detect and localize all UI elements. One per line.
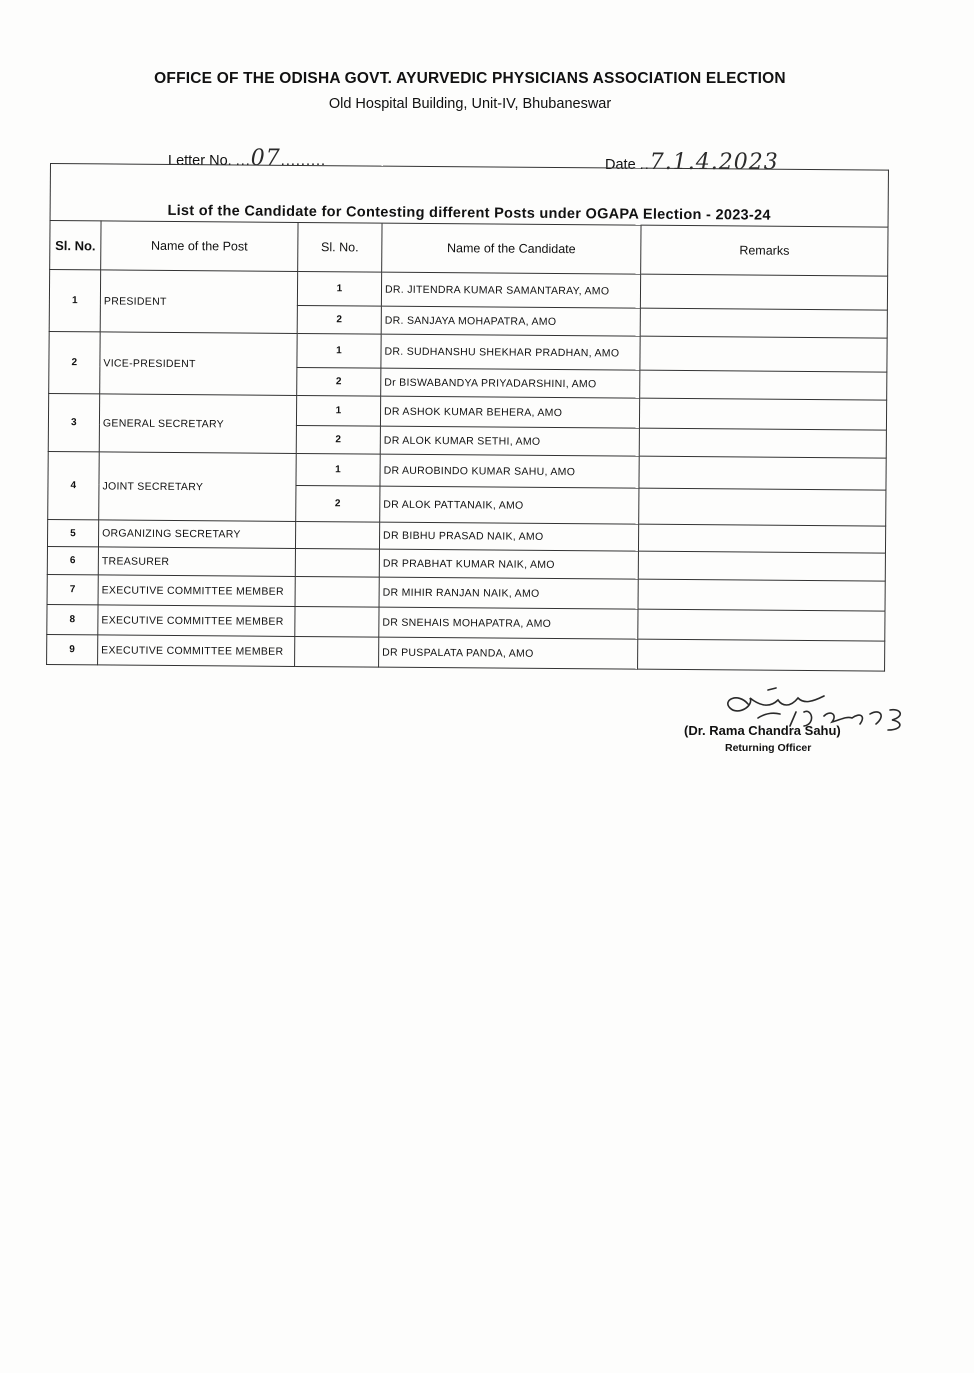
signatory-name: (Dr. Rama Chandra Sahu) bbox=[684, 723, 841, 738]
post-sl-no: 4 bbox=[48, 451, 100, 519]
candidate-sl-no bbox=[295, 636, 379, 667]
candidate-sl-no: 1 bbox=[296, 453, 380, 486]
candidate-name: DR BIBHU PRASAD NAIK, AMO bbox=[379, 522, 638, 551]
candidate-sl-no: 2 bbox=[297, 305, 381, 334]
post-sl-no: 9 bbox=[47, 634, 98, 664]
post-sl-no: 5 bbox=[47, 519, 98, 546]
candidate-name: DR. SUDHANSHU SHEKHAR PRADHAN, AMO bbox=[381, 334, 640, 370]
post-name: JOINT SECRETARY bbox=[99, 452, 297, 522]
remarks-cell bbox=[638, 609, 885, 641]
post-name: ORGANIZING SECRETARY bbox=[98, 520, 295, 549]
candidate-sl-no bbox=[295, 606, 379, 637]
post-sl-no: 3 bbox=[48, 393, 99, 451]
table-header-row bbox=[50, 221, 888, 277]
remarks-cell bbox=[639, 488, 886, 526]
table-caption-row bbox=[50, 164, 888, 228]
table-row bbox=[47, 634, 885, 671]
post-name: EXECUTIVE COMMITTEE MEMBER bbox=[98, 605, 295, 637]
remarks-cell bbox=[638, 639, 885, 671]
post-name: VICE-PRESIDENT bbox=[100, 332, 297, 396]
candidate-sl-no: 1 bbox=[296, 395, 380, 426]
remarks-cell bbox=[639, 398, 886, 430]
candidate-sl-no: 1 bbox=[297, 271, 381, 306]
post-sl-no: 7 bbox=[47, 574, 98, 604]
candidate-name: DR ASHOK KUMAR BEHERA, AMO bbox=[380, 396, 639, 428]
letter-dots: ... bbox=[235, 153, 251, 169]
candidates-table bbox=[46, 163, 889, 672]
table-caption: List of the Candidate for Contesting different Posts under OGAPA Election - 2023-24 bbox=[50, 164, 888, 228]
date-value: 7.1.4.2023 bbox=[649, 150, 779, 175]
remarks-cell bbox=[639, 456, 886, 490]
candidates-table-wrap bbox=[46, 163, 888, 672]
table-row bbox=[49, 270, 887, 311]
remarks-cell bbox=[640, 274, 887, 310]
remarks-cell bbox=[638, 524, 885, 553]
remarks-cell bbox=[640, 308, 887, 338]
candidate-name: DR ALOK PATTANAIK, AMO bbox=[380, 486, 639, 524]
table-row bbox=[48, 451, 886, 490]
candidate-name: DR AUROBINDO KUMAR SAHU, AMO bbox=[380, 454, 639, 488]
post-name: EXECUTIVE COMMITTEE MEMBER bbox=[98, 635, 295, 667]
header-sl-no-2: Sl. No. bbox=[298, 222, 382, 272]
signatory-role: Returning Officer bbox=[725, 742, 812, 754]
remarks-cell bbox=[640, 370, 887, 400]
header-remarks: Remarks bbox=[641, 225, 888, 276]
post-sl-no: 1 bbox=[49, 270, 100, 332]
candidate-name: DR MIHIR RANJAN NAIK, AMO bbox=[379, 577, 638, 609]
post-name: EXECUTIVE COMMITTEE MEMBER bbox=[98, 575, 295, 607]
office-address: Old Hospital Building, Unit-IV, Bhubaneswar bbox=[328, 96, 612, 112]
candidate-sl-no bbox=[295, 576, 379, 607]
candidate-name: DR PRABHAT KUMAR NAIK, AMO bbox=[379, 549, 638, 579]
post-name: GENERAL SECRETARY bbox=[99, 394, 296, 454]
letter-dots-trail: ......... bbox=[280, 153, 327, 169]
candidate-name: DR. JITENDRA KUMAR SAMANTARAY, AMO bbox=[381, 272, 640, 308]
post-name: TREASURER bbox=[98, 547, 295, 577]
header-post: Name of the Post bbox=[101, 221, 298, 272]
candidate-sl-no bbox=[295, 548, 379, 577]
office-title: OFFICE OF THE ODISHA GOVT. AYURVEDIC PHYSICIANS ASSOCIATION ELECTION bbox=[154, 70, 786, 87]
remarks-cell bbox=[638, 579, 885, 611]
remarks-cell bbox=[640, 336, 887, 372]
header-sl-no: Sl. No. bbox=[50, 221, 101, 270]
letter-number: 07 bbox=[250, 146, 281, 171]
remarks-cell bbox=[639, 428, 886, 458]
candidate-name: DR. SANJAYA MOHAPATRA, AMO bbox=[381, 306, 640, 336]
table-row bbox=[48, 393, 886, 430]
signature-block bbox=[680, 686, 920, 766]
candidate-sl-no bbox=[295, 521, 379, 549]
candidate-sl-no: 2 bbox=[296, 485, 380, 522]
post-sl-no: 2 bbox=[49, 331, 100, 393]
remarks-cell bbox=[638, 551, 885, 581]
post-sl-no: 8 bbox=[47, 604, 98, 634]
candidate-name: DR PUSPALATA PANDA, AMO bbox=[379, 637, 638, 669]
table-row bbox=[49, 331, 887, 372]
post-name: PRESIDENT bbox=[100, 270, 297, 334]
letter-label: Letter No. bbox=[168, 153, 232, 169]
date-label: Date bbox=[605, 157, 636, 173]
candidate-name: DR SNEHAIS MOHAPATRA, AMO bbox=[379, 607, 638, 639]
post-sl-no: 6 bbox=[47, 546, 98, 574]
candidate-sl-no: 2 bbox=[296, 425, 380, 454]
header-candidate: Name of the Candidate bbox=[382, 223, 641, 274]
candidate-name: DR ALOK KUMAR SETHI, AMO bbox=[380, 426, 639, 456]
date-dots: .. bbox=[639, 157, 650, 173]
candidate-sl-no: 2 bbox=[297, 367, 381, 396]
candidate-sl-no: 1 bbox=[297, 333, 381, 368]
candidate-name: Dr BISWABANDYA PRIYADARSHINI, AMO bbox=[381, 368, 640, 398]
